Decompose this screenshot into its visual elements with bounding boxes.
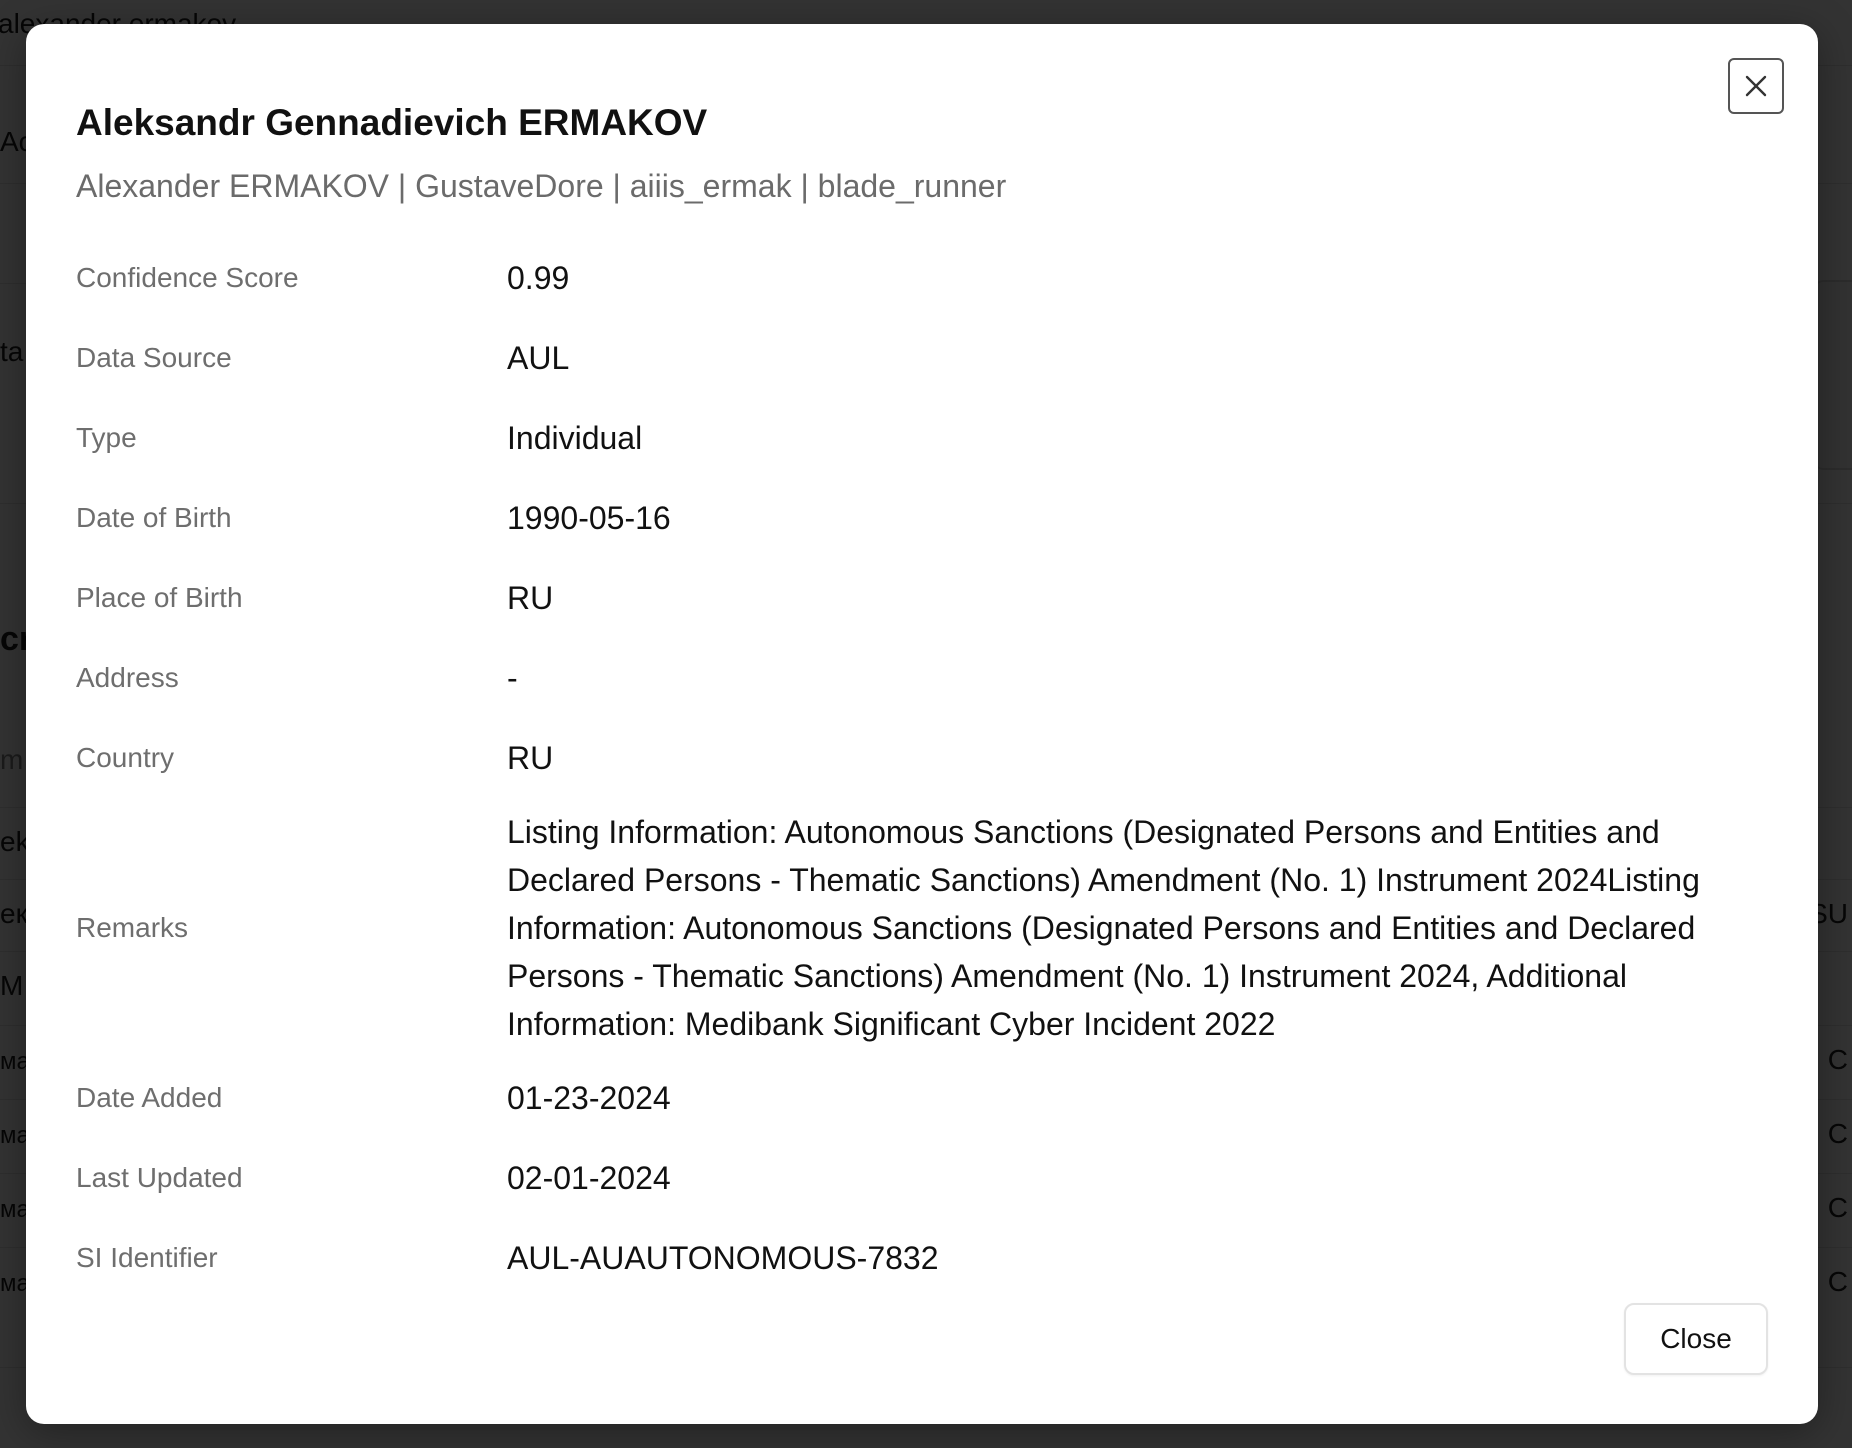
detail-row-country bbox=[76, 718, 1796, 798]
detail-label: Country bbox=[76, 742, 175, 773]
detail-value: 0.99 bbox=[507, 260, 570, 296]
detail-label: Remarks bbox=[76, 912, 189, 943]
detail-row-place-of-birth bbox=[76, 558, 1796, 638]
detail-label: Type bbox=[76, 422, 137, 453]
detail-value: 02-01-2024 bbox=[507, 1160, 671, 1196]
detail-row-address bbox=[76, 638, 1796, 718]
detail-label: Date of Birth bbox=[76, 502, 232, 533]
detail-row-date-added bbox=[76, 1058, 1796, 1138]
detail-value: 1990-05-16 bbox=[507, 500, 671, 536]
detail-label: Last Updated bbox=[76, 1162, 243, 1193]
detail-label: Address bbox=[76, 662, 179, 693]
detail-label: Data Source bbox=[76, 342, 232, 373]
detail-label: SI Identifier bbox=[76, 1242, 218, 1273]
detail-row-last-updated bbox=[76, 1138, 1796, 1218]
details-list[interactable] bbox=[76, 238, 1796, 1296]
detail-row-data-source bbox=[76, 318, 1796, 398]
detail-value: RU bbox=[507, 580, 554, 616]
detail-value: RU bbox=[507, 740, 554, 776]
close-icon bbox=[1743, 73, 1769, 99]
detail-label: Confidence Score bbox=[76, 262, 299, 293]
detail-value: 01-23-2024 bbox=[507, 1080, 671, 1116]
detail-label: Date Added bbox=[76, 1082, 223, 1113]
detail-value: AUL bbox=[507, 340, 570, 376]
detail-row-si-identifier bbox=[76, 1218, 1796, 1296]
detail-value: - bbox=[507, 660, 518, 696]
close-button[interactable]: Close bbox=[1624, 1303, 1768, 1375]
detail-row-date-of-birth bbox=[76, 478, 1796, 558]
detail-row-type bbox=[76, 398, 1796, 478]
detail-value: AUL-AUAUTONOMOUS-7832 bbox=[507, 1240, 939, 1276]
close-icon-button[interactable] bbox=[1728, 58, 1784, 114]
detail-value: Individual bbox=[507, 420, 643, 456]
detail-label: Place of Birth bbox=[76, 582, 243, 613]
detail-row-confidence-score bbox=[76, 238, 1796, 318]
details-modal bbox=[26, 24, 1818, 1424]
detail-row-remarks bbox=[76, 798, 1796, 1058]
detail-value: Listing Information: Autonomous Sanctions (Designated Persons and Entities and Declared Persons - Thematic Sanctions) Amendment (No. 1) Instrument 2024Listing Information: Autonomous Sanctions (Designated Persons and Entities and Declared Persons - Thematic Sanctions) Amendment (No. 1) Instrument 2024, Additional Information: Medibank Significant Cyber Incident 2022 bbox=[507, 814, 1700, 1042]
modal-aliases: Alexander ERMAKOV | GustaveDore | aiiis_ermak | blade_runner bbox=[76, 168, 1007, 204]
modal-title: Aleksandr Gennadievich ERMAKOV bbox=[76, 102, 708, 143]
